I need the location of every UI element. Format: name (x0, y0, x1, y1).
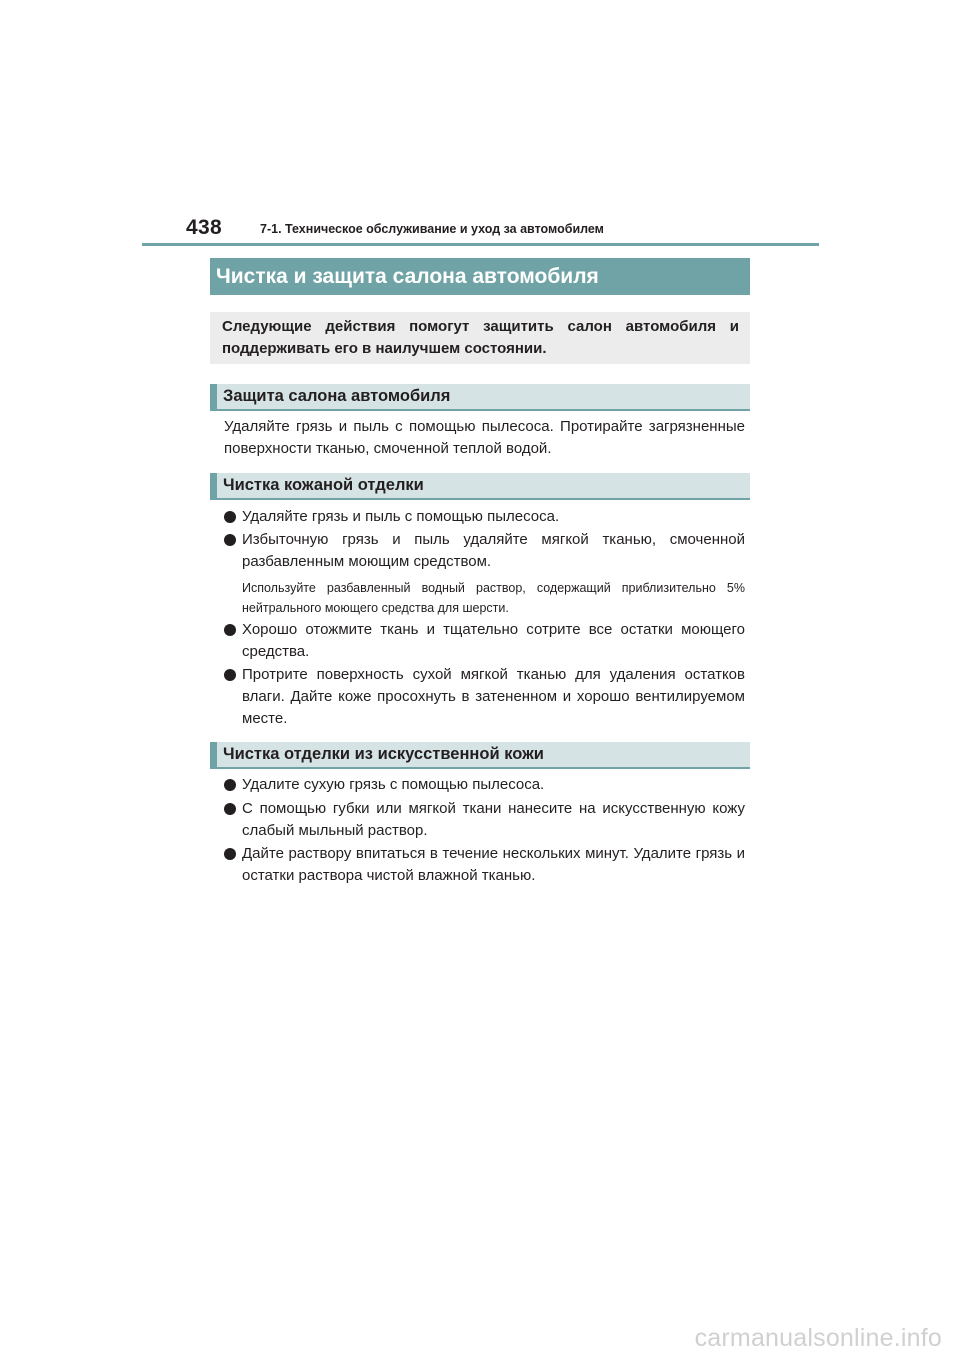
bullet-icon (224, 779, 236, 791)
bullet-icon (224, 534, 236, 546)
list-item-text: Дайте раствору впитаться в течение нескольких минут. Удалите грязь и остатки раствора чистой влажной тканью. (242, 845, 745, 884)
section-heading-leather-cleaning: Чистка кожаной отделки (210, 473, 750, 500)
list-item-text: Хорошо отожмите ткань и тщательно сотрите все остатки моющего средства. (242, 621, 745, 660)
bullet-icon (224, 803, 236, 815)
bullet-icon (224, 624, 236, 636)
list-item (224, 843, 745, 887)
section-heading-artificial-leather-cleaning: Чистка отделки из искусственной кожи (210, 742, 750, 769)
list-item (224, 798, 745, 842)
page-number: 438 (186, 216, 222, 239)
bullet-icon (224, 511, 236, 523)
list-item-text: Избыточную грязь и пыль удаляйте мягкой тканью, смоченной разбавленным моющим средством. (242, 531, 745, 570)
page-title: Чистка и защита салона автомобиля (210, 258, 750, 295)
watermark: carmanualsonline.info (694, 1324, 942, 1352)
list-item (224, 506, 745, 528)
bullet-icon (224, 669, 236, 681)
bullet-icon (224, 848, 236, 860)
list-item-text: С помощью губки или мягкой ткани нанесите на искусственную кожу слабый мыльный раствор. (242, 800, 745, 839)
section-heading-interior-protection: Защита салона автомобиля (210, 384, 750, 411)
list-item-text: Удаляйте грязь и пыль с помощью пылесоса. (242, 508, 560, 525)
list-item (224, 774, 745, 796)
list-item (224, 664, 745, 730)
list-item-text: Протрите поверхность сухой мягкой тканью для удаления остатков влаги. Дайте коже просохнуть в затененном и хорошо вентилируемом месте. (242, 666, 745, 727)
list-item (224, 619, 745, 663)
list-item (224, 529, 745, 573)
section-paragraph: Удаляйте грязь и пыль с помощью пылесоса. Протирайте загрязненные поверхности тканью, смоченной теплой водой. (224, 418, 745, 457)
list-item-text: Удалите сухую грязь с помощью пылесоса. (242, 776, 545, 793)
chapter-title: 7-1. Техническое обслуживание и уход за автомобилем (260, 222, 604, 236)
header-rule (142, 243, 819, 246)
note-text: Используйте разбавленный водный раствор, содержащий приблизительно 5% нейтрального моющего средства для шерсти. (242, 581, 745, 615)
intro-box: Следующие действия помогут защитить салон автомобиля и поддерживать его в наилучшем состоянии. (210, 312, 750, 364)
